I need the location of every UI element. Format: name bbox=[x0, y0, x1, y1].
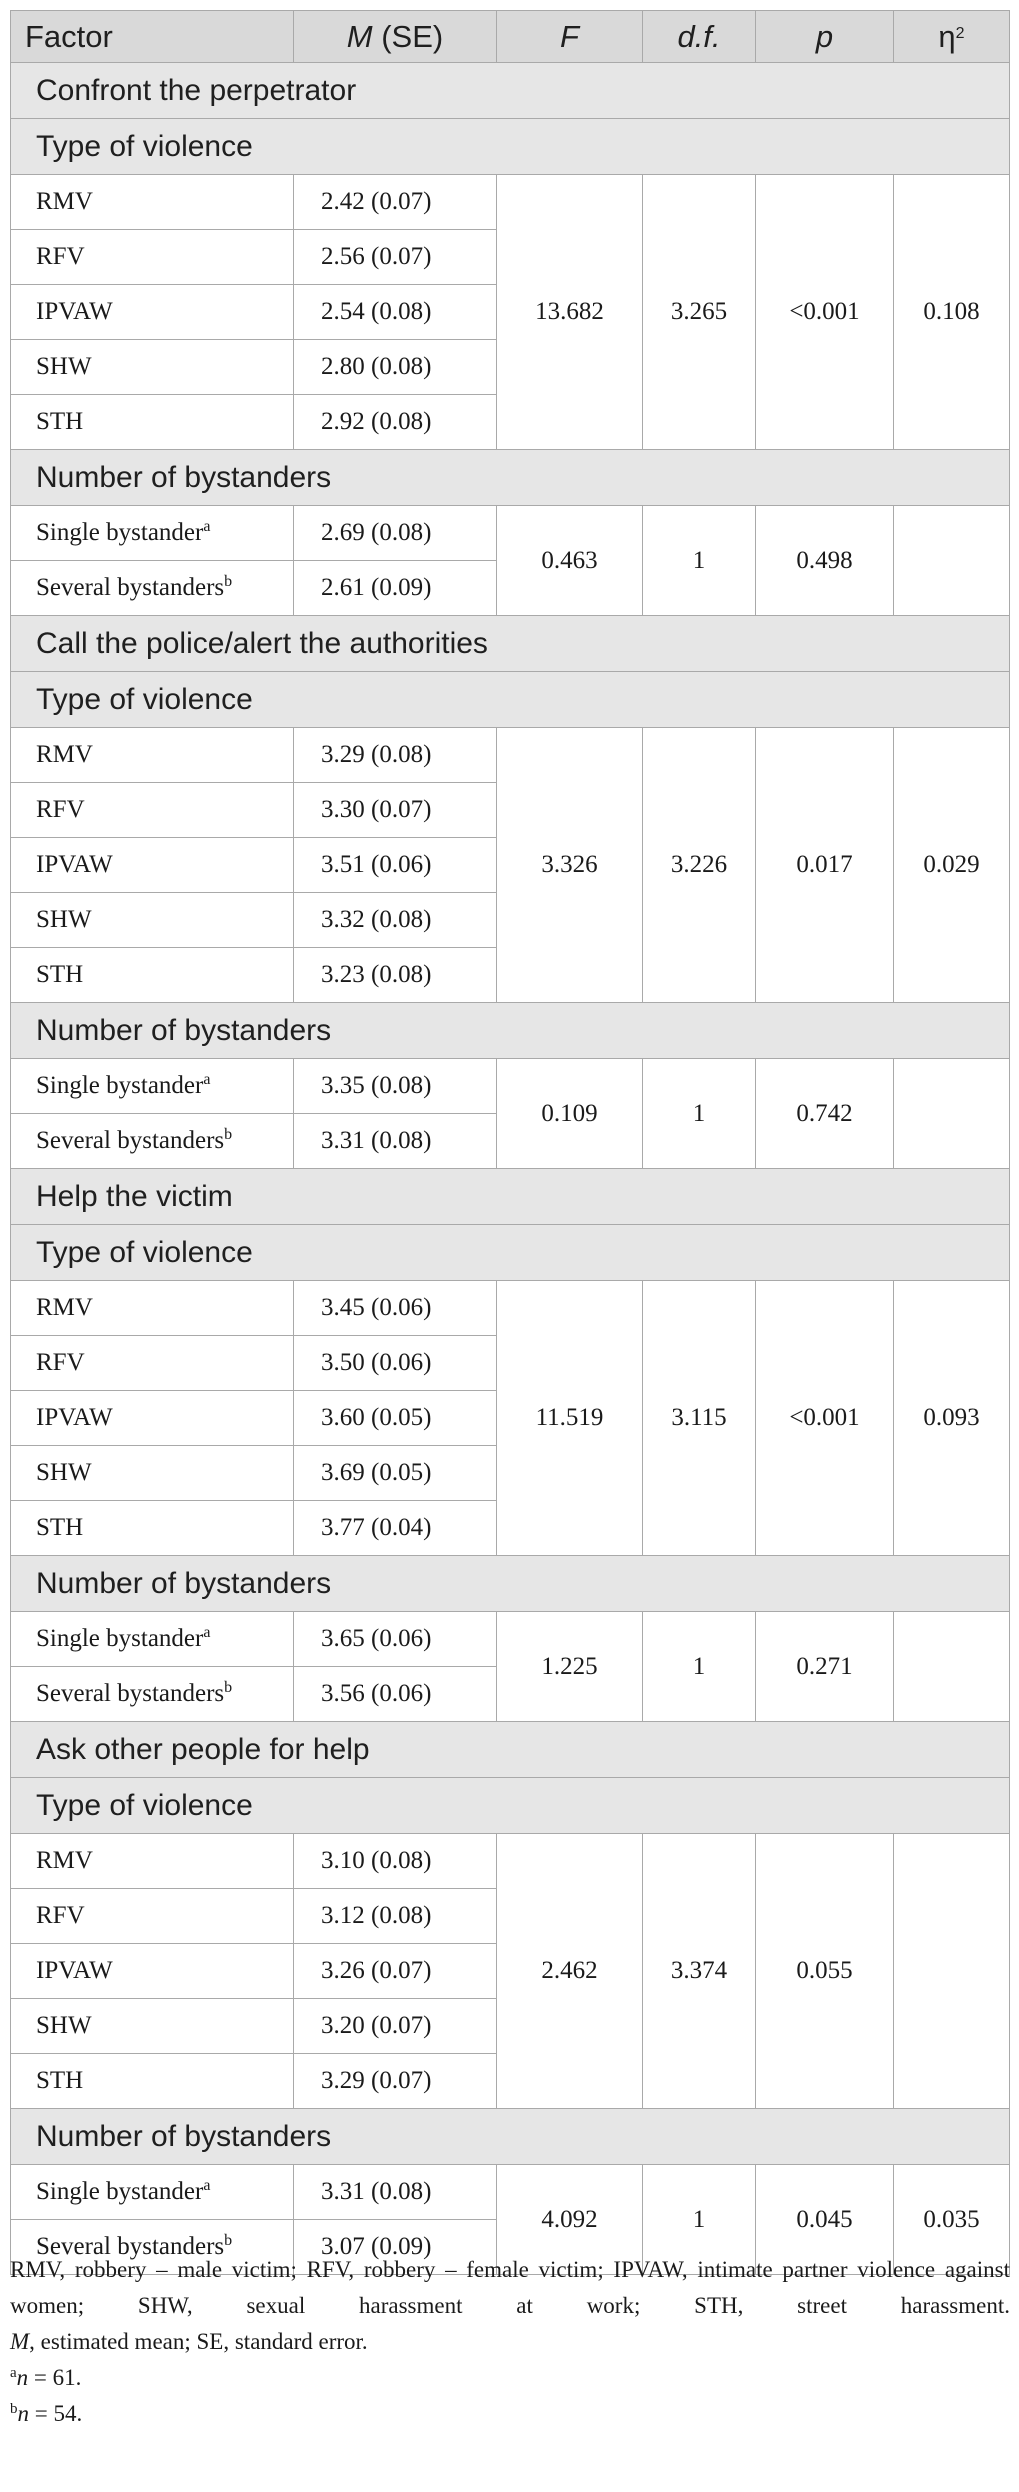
footnote-a-mark: a bbox=[10, 2365, 17, 2381]
header-se: (SE) bbox=[372, 18, 444, 54]
header-eta-sup: 2 bbox=[955, 24, 965, 42]
violence-type-label: STH bbox=[11, 948, 294, 1003]
mean-se-value: 2.56 (0.07) bbox=[294, 230, 497, 285]
violence-type-label: STH bbox=[11, 2054, 294, 2109]
violence-type-label: RFV bbox=[11, 1336, 294, 1391]
bystander-label bbox=[11, 1612, 294, 1667]
df-value: 1 bbox=[643, 506, 756, 616]
mean-se-value: 3.23 (0.08) bbox=[294, 948, 497, 1003]
results-table bbox=[10, 10, 1010, 2275]
mean-se-value: 3.50 (0.06) bbox=[294, 1336, 497, 1391]
mean-se-value: 2.92 (0.08) bbox=[294, 395, 497, 450]
abbreviations-line-2 bbox=[10, 2324, 1010, 2360]
header-m: M bbox=[346, 18, 373, 54]
p-value: 0.271 bbox=[756, 1612, 894, 1722]
footnote-b-mark: b bbox=[10, 2401, 18, 2417]
section-title bbox=[11, 63, 1010, 119]
mean-se-value: 3.26 (0.07) bbox=[294, 1944, 497, 1999]
violence-type-label: IPVAW bbox=[11, 1391, 294, 1446]
bystander-label bbox=[11, 1114, 294, 1169]
violence-type-label: RFV bbox=[11, 230, 294, 285]
header-mean-se bbox=[294, 11, 497, 63]
bystander-footnote-mark: a bbox=[203, 1624, 211, 1641]
mean-se-value: 3.07 (0.09) bbox=[294, 2220, 497, 2275]
table-row bbox=[11, 1834, 1010, 1889]
header-p bbox=[756, 11, 894, 63]
f-value: 4.092 bbox=[497, 2165, 643, 2275]
violence-type-label: RMV bbox=[11, 175, 294, 230]
header-df bbox=[643, 11, 756, 63]
mean-se-value: 2.42 (0.07) bbox=[294, 175, 497, 230]
bystander-footnote-mark: a bbox=[203, 1071, 211, 1088]
subsection-type-of-violence-label: Type of violence bbox=[11, 672, 1010, 728]
df-value: 1 bbox=[643, 2165, 756, 2275]
header-factor: Factor bbox=[11, 11, 294, 63]
violence-type-label: IPVAW bbox=[11, 1944, 294, 1999]
violence-type-label: SHW bbox=[11, 893, 294, 948]
p-value: <0.001 bbox=[756, 175, 894, 450]
table-notes bbox=[10, 2252, 1010, 2432]
violence-type-label: IPVAW bbox=[11, 285, 294, 340]
violence-type-label: RFV bbox=[11, 1889, 294, 1944]
subsection-type-of-violence bbox=[11, 672, 1010, 728]
mean-se-value: 3.30 (0.07) bbox=[294, 783, 497, 838]
violence-type-label: SHW bbox=[11, 1999, 294, 2054]
subsection-number-of-bystanders bbox=[11, 2109, 1010, 2165]
table-row bbox=[11, 2165, 1010, 2220]
bystander-text: Several bystanders bbox=[36, 1680, 225, 1707]
mean-se-value: 3.60 (0.05) bbox=[294, 1391, 497, 1446]
mean-se-value: 3.56 (0.06) bbox=[294, 1667, 497, 1722]
subsection-type-of-violence-label: Type of violence bbox=[11, 1225, 1010, 1281]
p-value: 0.742 bbox=[756, 1059, 894, 1169]
mean-se-value: 3.31 (0.08) bbox=[294, 1114, 497, 1169]
header-f bbox=[497, 11, 643, 63]
table-row bbox=[11, 175, 1010, 230]
violence-type-label: SHW bbox=[11, 340, 294, 395]
p-value: 0.045 bbox=[756, 2165, 894, 2275]
p-value: <0.001 bbox=[756, 1281, 894, 1556]
footnote-a-n: n bbox=[16, 2365, 29, 2390]
subsection-number-of-bystanders bbox=[11, 1556, 1010, 1612]
abbreviations-line-1: RMV, robbery – male victim; RFV, robbery – female victim; IPVAW, intimate partner violence against women; SHW, sexual harassment at work; STH, street harassment. bbox=[10, 2257, 1010, 2318]
violence-type-label: RMV bbox=[11, 728, 294, 783]
eta-squared-value: 0.035 bbox=[894, 2165, 1010, 2275]
eta-squared-value bbox=[894, 1612, 1010, 1722]
table-header-row bbox=[11, 11, 1010, 63]
bystander-label bbox=[11, 506, 294, 561]
subsection-number-of-bystanders-label: Number of bystanders bbox=[11, 450, 1010, 506]
eta-squared-value bbox=[894, 506, 1010, 616]
footnote-a-text: = 61. bbox=[28, 2365, 82, 2390]
f-value: 0.463 bbox=[497, 506, 643, 616]
violence-type-label: STH bbox=[11, 395, 294, 450]
bystander-footnote-mark: b bbox=[224, 2232, 233, 2249]
bystander-label bbox=[11, 1059, 294, 1114]
df-value: 1 bbox=[643, 1612, 756, 1722]
violence-type-label: SHW bbox=[11, 1446, 294, 1501]
section-title-label: Call the police/alert the authorities bbox=[11, 616, 1010, 672]
table-row bbox=[11, 1059, 1010, 1114]
bystander-text: Several bystanders bbox=[36, 1127, 225, 1154]
section-title bbox=[11, 1722, 1010, 1778]
section-title-label: Help the victim bbox=[11, 1169, 1010, 1225]
bystander-text: Single bystander bbox=[36, 519, 204, 546]
mean-se-value: 3.10 (0.08) bbox=[294, 1834, 497, 1889]
table-row bbox=[11, 1281, 1010, 1336]
mean-se-value: 3.77 (0.04) bbox=[294, 1501, 497, 1556]
mean-se-value: 3.32 (0.08) bbox=[294, 893, 497, 948]
subsection-type-of-violence bbox=[11, 119, 1010, 175]
footnote-b bbox=[10, 2396, 1010, 2432]
table-row bbox=[11, 1612, 1010, 1667]
table-row bbox=[11, 728, 1010, 783]
mean-se-value: 2.61 (0.09) bbox=[294, 561, 497, 616]
subsection-number-of-bystanders-label: Number of bystanders bbox=[11, 1003, 1010, 1059]
bystander-footnote-mark: b bbox=[224, 573, 233, 590]
f-value: 13.682 bbox=[497, 175, 643, 450]
violence-type-label: STH bbox=[11, 1501, 294, 1556]
f-value: 2.462 bbox=[497, 1834, 643, 2109]
mean-se-value: 2.80 (0.08) bbox=[294, 340, 497, 395]
bystander-text: Several bystanders bbox=[36, 574, 225, 601]
bystander-footnote-mark: a bbox=[203, 2177, 211, 2194]
mean-se-value: 3.45 (0.06) bbox=[294, 1281, 497, 1336]
eta-squared-value: 0.093 bbox=[894, 1281, 1010, 1556]
mean-se-value: 3.29 (0.08) bbox=[294, 728, 497, 783]
header-eta: η bbox=[938, 18, 956, 54]
f-value: 0.109 bbox=[497, 1059, 643, 1169]
df-value: 3.265 bbox=[643, 175, 756, 450]
section-title-label: Ask other people for help bbox=[11, 1722, 1010, 1778]
mean-se-value: 3.31 (0.08) bbox=[294, 2165, 497, 2220]
section-title bbox=[11, 616, 1010, 672]
mean-se-value: 3.20 (0.07) bbox=[294, 1999, 497, 2054]
header-df-text: d.f. bbox=[677, 18, 721, 54]
mean-se-value: 3.35 (0.08) bbox=[294, 1059, 497, 1114]
mean-se-value: 2.69 (0.08) bbox=[294, 506, 497, 561]
df-value: 3.226 bbox=[643, 728, 756, 1003]
violence-type-label: RMV bbox=[11, 1281, 294, 1336]
bystander-label bbox=[11, 1667, 294, 1722]
subsection-number-of-bystanders bbox=[11, 450, 1010, 506]
f-value: 11.519 bbox=[497, 1281, 643, 1556]
mean-se-value: 2.54 (0.08) bbox=[294, 285, 497, 340]
subsection-type-of-violence bbox=[11, 1778, 1010, 1834]
section-title-label: Confront the perpetrator bbox=[11, 63, 1010, 119]
df-value: 3.374 bbox=[643, 1834, 756, 2109]
mean-se-value: 3.29 (0.07) bbox=[294, 2054, 497, 2109]
df-value: 3.115 bbox=[643, 1281, 756, 1556]
bystander-text: Several bystanders bbox=[36, 2233, 225, 2260]
table-row bbox=[11, 506, 1010, 561]
violence-type-label: RFV bbox=[11, 783, 294, 838]
subsection-number-of-bystanders-label: Number of bystanders bbox=[11, 2109, 1010, 2165]
section-title bbox=[11, 1169, 1010, 1225]
df-value: 1 bbox=[643, 1059, 756, 1169]
footnote-b-text: = 54. bbox=[29, 2401, 83, 2426]
eta-squared-value: 0.029 bbox=[894, 728, 1010, 1003]
violence-type-label: IPVAW bbox=[11, 838, 294, 893]
bystander-text: Single bystander bbox=[36, 1625, 204, 1652]
subsection-type-of-violence-label: Type of violence bbox=[11, 1778, 1010, 1834]
subsection-number-of-bystanders bbox=[11, 1003, 1010, 1059]
subsection-number-of-bystanders-label: Number of bystanders bbox=[11, 1556, 1010, 1612]
subsection-type-of-violence bbox=[11, 1225, 1010, 1281]
violence-type-label: RMV bbox=[11, 1834, 294, 1889]
bystander-label bbox=[11, 2165, 294, 2220]
mean-se-value: 3.69 (0.05) bbox=[294, 1446, 497, 1501]
p-value: 0.498 bbox=[756, 506, 894, 616]
bystander-text: Single bystander bbox=[36, 2178, 204, 2205]
p-value: 0.055 bbox=[756, 1834, 894, 2109]
bystander-footnote-mark: b bbox=[224, 1679, 233, 1696]
header-p-text: p bbox=[815, 18, 834, 54]
mean-se-value: 3.51 (0.06) bbox=[294, 838, 497, 893]
header-eta-squared bbox=[894, 11, 1010, 63]
eta-squared-value: 0.108 bbox=[894, 175, 1010, 450]
f-value: 1.225 bbox=[497, 1612, 643, 1722]
f-value: 3.326 bbox=[497, 728, 643, 1003]
header-f-text: F bbox=[560, 18, 579, 54]
bystander-footnote-mark: a bbox=[203, 518, 211, 535]
bystander-footnote-mark: b bbox=[224, 1126, 233, 1143]
mean-se-value: 3.65 (0.06) bbox=[294, 1612, 497, 1667]
eta-squared-value bbox=[894, 1834, 1010, 2109]
bystander-text: Single bystander bbox=[36, 1072, 204, 1099]
eta-squared-value bbox=[894, 1059, 1010, 1169]
mean-se-value: 3.12 (0.08) bbox=[294, 1889, 497, 1944]
footnote-b-n: n bbox=[17, 2401, 29, 2426]
footnote-a bbox=[10, 2360, 1010, 2396]
m-abbreviation: M bbox=[10, 2329, 30, 2354]
abbreviations-rest: , estimated mean; SE, standard error. bbox=[29, 2329, 368, 2354]
p-value: 0.017 bbox=[756, 728, 894, 1003]
subsection-type-of-violence-label: Type of violence bbox=[11, 119, 1010, 175]
table-body bbox=[11, 63, 1010, 2275]
bystander-label bbox=[11, 561, 294, 616]
